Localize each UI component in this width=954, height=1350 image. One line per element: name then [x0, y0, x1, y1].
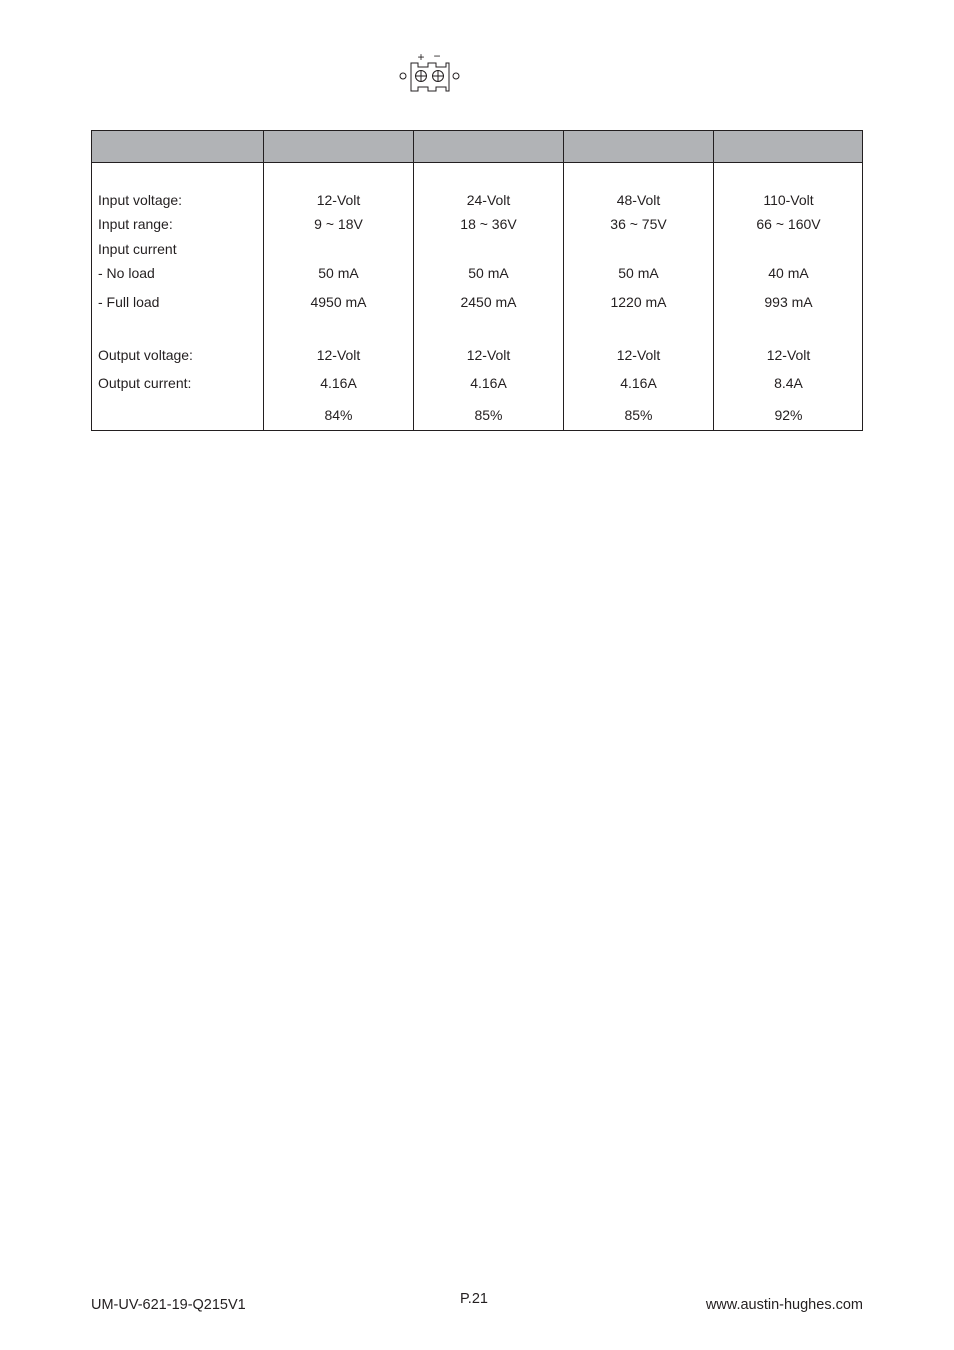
cell-48v-output-voltage: 12-Volt — [616, 347, 661, 363]
label-input-current: Input current — [98, 241, 177, 257]
table-header-row — [92, 131, 862, 163]
label-input-voltage: Input voltage: — [98, 192, 183, 208]
terminal-block-icon — [396, 48, 466, 94]
header-cell-48v — [564, 131, 713, 163]
cell-110v-efficiency: 92% — [774, 407, 803, 423]
cell-24v-output-current: 4.16A — [470, 375, 507, 391]
footer-doc-id: UM-UV-621-19-Q215V1 — [91, 1297, 246, 1313]
cell-48v-no-load: 50 mA — [618, 265, 659, 281]
terminal-block-diagram — [396, 48, 466, 94]
label-output-voltage: Output voltage: — [98, 347, 193, 363]
header-cell-12v — [264, 131, 413, 163]
cell-24v-efficiency: 85% — [474, 407, 503, 423]
cell-48v-output-current: 4.16A — [620, 375, 657, 391]
cell-110v-input-range: 66 ~ 160V — [756, 216, 821, 232]
cell-24v-no-load: 50 mA — [468, 265, 509, 281]
cell-12v-full-load: 4950 mA — [310, 294, 367, 310]
header-cell-24v — [414, 131, 563, 163]
terminal-plus-label: + — [417, 50, 425, 64]
cell-12v-efficiency: 84% — [324, 407, 353, 423]
cell-110v-input-voltage: 110-Volt — [763, 192, 814, 208]
footer-page-number: P.21 — [460, 1291, 488, 1307]
cell-12v-output-voltage: 12-Volt — [316, 347, 361, 363]
cell-24v-full-load: 2450 mA — [460, 294, 517, 310]
cell-48v-input-range: 36 ~ 75V — [610, 216, 667, 232]
footer-website-link[interactable]: www.austin-hughes.com — [705, 1297, 863, 1313]
terminal-minus-label: − — [433, 49, 441, 63]
cell-24v-output-voltage: 12-Volt — [466, 347, 511, 363]
cell-24v-input-range: 18 ~ 36V — [460, 216, 517, 232]
spec-table — [91, 130, 863, 431]
cell-24v-input-voltage: 24-Volt — [466, 192, 511, 208]
cell-12v-input-range: 9 ~ 18V — [314, 216, 363, 232]
cell-48v-full-load: 1220 mA — [610, 294, 667, 310]
cell-12v-input-voltage: 12-Volt — [316, 192, 361, 208]
cell-110v-no-load: 40 mA — [768, 265, 809, 281]
cell-12v-no-load: 50 mA — [318, 265, 359, 281]
label-output-current: Output current: — [98, 375, 192, 391]
cell-110v-output-voltage: 12-Volt — [766, 347, 811, 363]
cell-110v-full-load: 993 mA — [764, 294, 813, 310]
label-no-load: - No load — [98, 265, 155, 281]
label-full-load: - Full load — [98, 294, 160, 310]
label-input-range: Input range: — [98, 216, 173, 232]
cell-110v-output-current: 8.4A — [774, 375, 803, 391]
cell-48v-efficiency: 85% — [624, 407, 653, 423]
cell-12v-output-current: 4.16A — [320, 375, 357, 391]
header-cell-110v — [714, 131, 862, 163]
header-cell-spec — [92, 131, 263, 163]
cell-48v-input-voltage: 48-Volt — [616, 192, 661, 208]
